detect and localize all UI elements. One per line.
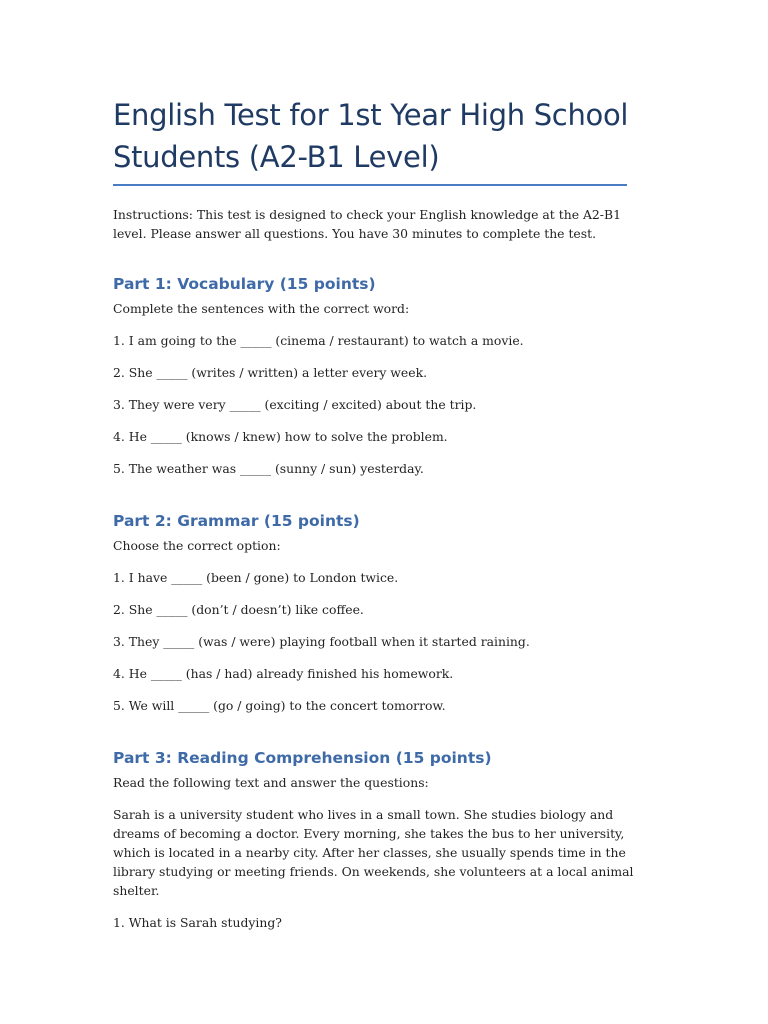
title-divider (113, 184, 627, 186)
section-intro: Choose the correct option: (113, 538, 281, 553)
document-title: English Test for 1st Year High School Students (A2-B1 Level) (113, 98, 629, 174)
question-list (113, 568, 658, 715)
question-list (113, 913, 658, 932)
question-item: 2. She _____ (writes / written) a letter every week. (113, 365, 428, 380)
section-grammar (113, 510, 658, 715)
section-heading: Part 2: Grammar (15 points) (113, 512, 360, 530)
section-intro: Read the following text and answer the questions: (113, 775, 429, 790)
question-list (113, 331, 658, 478)
document-page (113, 94, 658, 932)
section-vocabulary (113, 273, 658, 478)
section-reading (113, 747, 658, 932)
question-item: 1. What is Sarah studying? (113, 915, 282, 930)
question-item: 3. They _____ (was / were) playing football when it started raining. (113, 634, 530, 649)
question-item: 4. He _____ (has / had) already finished his homework. (113, 666, 454, 681)
question-item: 5. The weather was _____ (sunny / sun) yesterday. (113, 461, 424, 476)
section-heading: Part 3: Reading Comprehension (15 points) (113, 749, 492, 767)
question-item: 5. We will _____ (go / going) to the concert tomorrow. (113, 698, 446, 713)
section-heading: Part 1: Vocabulary (15 points) (113, 275, 376, 293)
question-item: 1. I have _____ (been / gone) to London twice. (113, 570, 399, 585)
question-item: 1. I am going to the _____ (cinema / restaurant) to watch a movie. (113, 333, 524, 348)
instructions-text: Instructions: This test is designed to check your English knowledge at the A2-B1 level. Please answer all questions. You have 30 minutes to complete the test. (113, 207, 621, 241)
question-item: 4. He _____ (knows / knew) how to solve the problem. (113, 429, 448, 444)
question-item: 2. She _____ (don’t / doesn’t) like coffee. (113, 602, 364, 617)
question-item: 3. They were very _____ (exciting / excited) about the trip. (113, 397, 477, 412)
reading-passage: Sarah is a university student who lives in a small town. She studies biology and dreams of becoming a doctor. Every morning, she takes the bus to her university, which is located in a nearby city. After her classes, she usually spends time in the library studying or meeting friends. On weekends, she volunteers at a local animal shelter. (113, 807, 634, 898)
section-intro: Complete the sentences with the correct word: (113, 301, 410, 316)
